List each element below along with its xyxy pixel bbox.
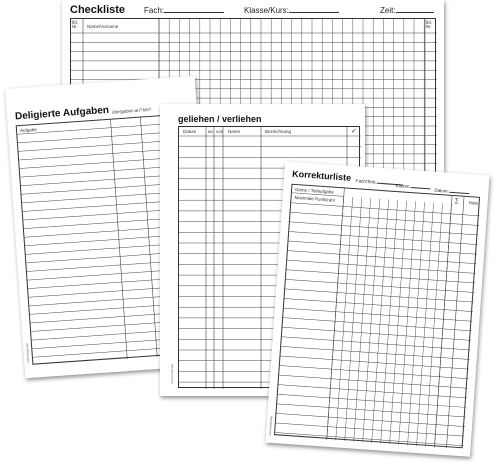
klasse-label: Klasse/Kurs: <box>244 6 289 15</box>
deligierte-footer: Lehrerkalender <box>24 342 31 364</box>
fach-test-label: Fach/Test: <box>355 178 377 185</box>
col-maximale-punktzahl: Maximale Punktzahl <box>294 194 335 203</box>
col-datum: Datum <box>183 129 197 134</box>
col-bezeichnung: Bezeichnung <box>265 129 292 134</box>
geliehen-footer: Lehrerkalender <box>170 363 174 384</box>
checkliste-fach-field <box>144 6 224 15</box>
fach-label: Fach: <box>144 6 165 15</box>
col-name-teilaufgabe: Name / Teilaufgabe <box>294 186 334 195</box>
korrektur-title: Korrekturliste <box>291 168 352 183</box>
col-lfd: lfd. Nr. <box>72 20 79 29</box>
geliehen-title: geliehen / verliehen <box>178 114 262 124</box>
col-an: an <box>208 129 214 134</box>
klasse-label: Klasse: <box>395 182 411 189</box>
deligierte-title: Deligierte Aufgaben <box>14 104 110 123</box>
korrektur-footer: Lehrerkalender <box>267 415 274 436</box>
col-name: Name/Vorname <box>87 24 119 29</box>
col-bis: bis? <box>142 106 152 113</box>
checkliste-klasse-field <box>244 6 339 15</box>
korrektur-grid <box>274 184 480 449</box>
col-check: ✓ <box>351 128 357 135</box>
datum-label: Datum: <box>434 187 450 194</box>
korrektur-grid-lines <box>275 182 481 450</box>
checkliste-zeit-field <box>380 6 434 15</box>
korrektur-klasse-field <box>395 183 430 190</box>
col-aufgabe: Aufgabe <box>19 126 37 134</box>
col-note: Note <box>468 200 479 206</box>
col-name: Name <box>228 129 241 134</box>
col-lfd-right: lfd. Nr. <box>426 20 433 29</box>
col-uebergeben: übergeben an? <box>111 107 143 115</box>
zeit-label: Zeit: <box>380 6 396 15</box>
col-sum: ∑ <box>454 198 460 205</box>
checkliste-title: Checkliste <box>70 4 126 16</box>
korrektur-sheet <box>265 161 489 457</box>
col-von: von <box>216 129 224 134</box>
